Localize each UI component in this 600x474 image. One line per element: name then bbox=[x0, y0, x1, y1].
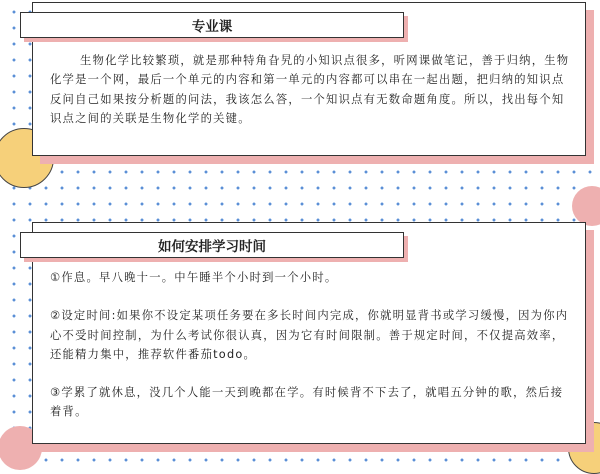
section-paragraph: 生物化学比较繁琐，就是那种特角旮旯的小知识点很多，听网课做笔记，善于归纳，生物化学是一个网，最后一个单元的内容和第一单元的内容都可以串在一起出题，把归纳的知识点反问自己如果按分析题的问法，我该怎么答，一个知识点有无数命题角度。所以，找出每个知识点之间的关联是生物化学的关键。 bbox=[50, 54, 570, 125]
tip-set-time: ②设定时间:如果你不设定某项任务要在多长时间内完成，你就明显背书或学习缓慢，因为你内心不受时间控制，为什么考试你很认真，因为它有时间限制。善于规定时间，不仅提高效率，还能精力集中，推荐软件番茄todo。 bbox=[50, 309, 569, 361]
section-title-study-time: 如何安排学习时间 bbox=[20, 232, 404, 258]
section-paragraph-list bbox=[50, 268, 572, 441]
pink-circle-decoration bbox=[572, 186, 600, 226]
section-title-major-course: 专业课 bbox=[20, 12, 404, 38]
tip-schedule: ①作息。早八晚十一。中午睡半个小时到一个小时。 bbox=[50, 271, 338, 284]
tip-rest: ③学累了就休息，没几个人能一天到晚都在学。有时候背不下去了，就唱五分钟的歌，然后接着背。 bbox=[50, 386, 564, 419]
